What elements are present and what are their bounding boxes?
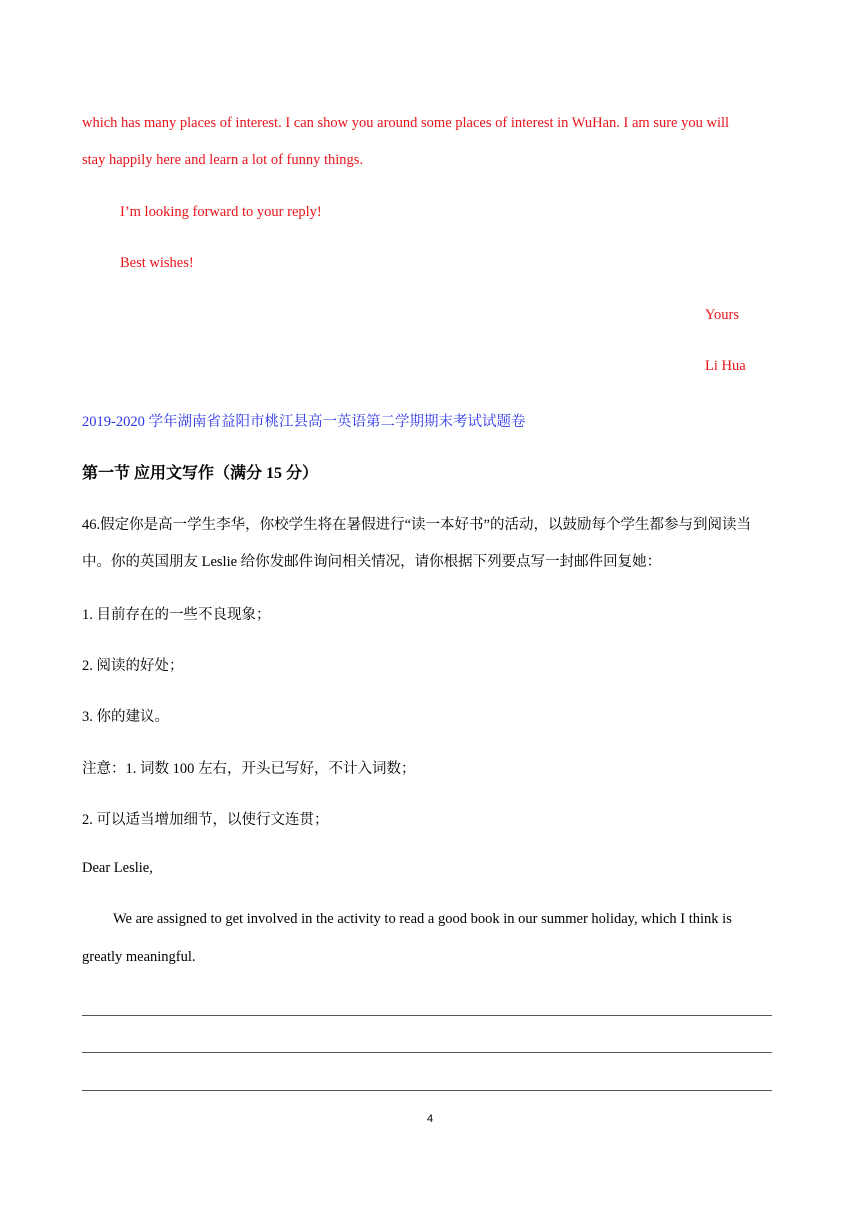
point-2: 2. 阅读的好处； <box>82 658 184 674</box>
answer-line-2: stay happily here and learn a lot of funny things. <box>82 152 364 168</box>
answer-signature: Li Hua <box>705 358 746 374</box>
answer-looking-forward: I’m looking forward to your reply! <box>120 204 322 220</box>
exam-title: 2019-2020 学年湖南省益阳市桃江县高一英语第二学期期末考试试题卷 <box>82 414 526 430</box>
answer-rule-3 <box>82 1090 772 1091</box>
answer-line-1: which has many places of interest. I can show you around some places of interest in WuHan. I am sure you will <box>82 115 730 131</box>
answer-closing: Yours <box>705 307 739 323</box>
note-1: 注意：1. 词数 100 左右，开头已写好，不计入词数； <box>82 761 416 777</box>
letter-opening-line-1: We are assigned to get involved in the activity to read a good book in our summer holiday, which I think is <box>113 911 732 927</box>
answer-rule-1 <box>82 1015 772 1016</box>
question-line-2: 中。你的英国朋友 Leslie 给你发邮件询问相关情况，请你根据下列要点写一封邮件回复她： <box>82 554 662 570</box>
point-3: 3. 你的建议。 <box>82 709 169 725</box>
letter-opening-line-2: greatly meaningful. <box>82 949 196 965</box>
answer-rule-2 <box>82 1052 772 1053</box>
note-2: 2. 可以适当增加细节，以使行文连贯； <box>82 812 329 828</box>
section-heading: 第一节 应用文写作（满分 15 分） <box>82 465 319 482</box>
page-number: 4 <box>426 1113 434 1125</box>
answer-best-wishes: Best wishes! <box>120 255 194 271</box>
letter-greeting: Dear Leslie, <box>82 860 153 876</box>
point-1: 1. 目前存在的一些不良现象； <box>82 607 271 623</box>
question-line-1: 46.假定你是高一学生李华，你校学生将在暑假进行“读一本好书”的活动，以鼓励每个学生都参与到阅读当 <box>82 517 751 533</box>
